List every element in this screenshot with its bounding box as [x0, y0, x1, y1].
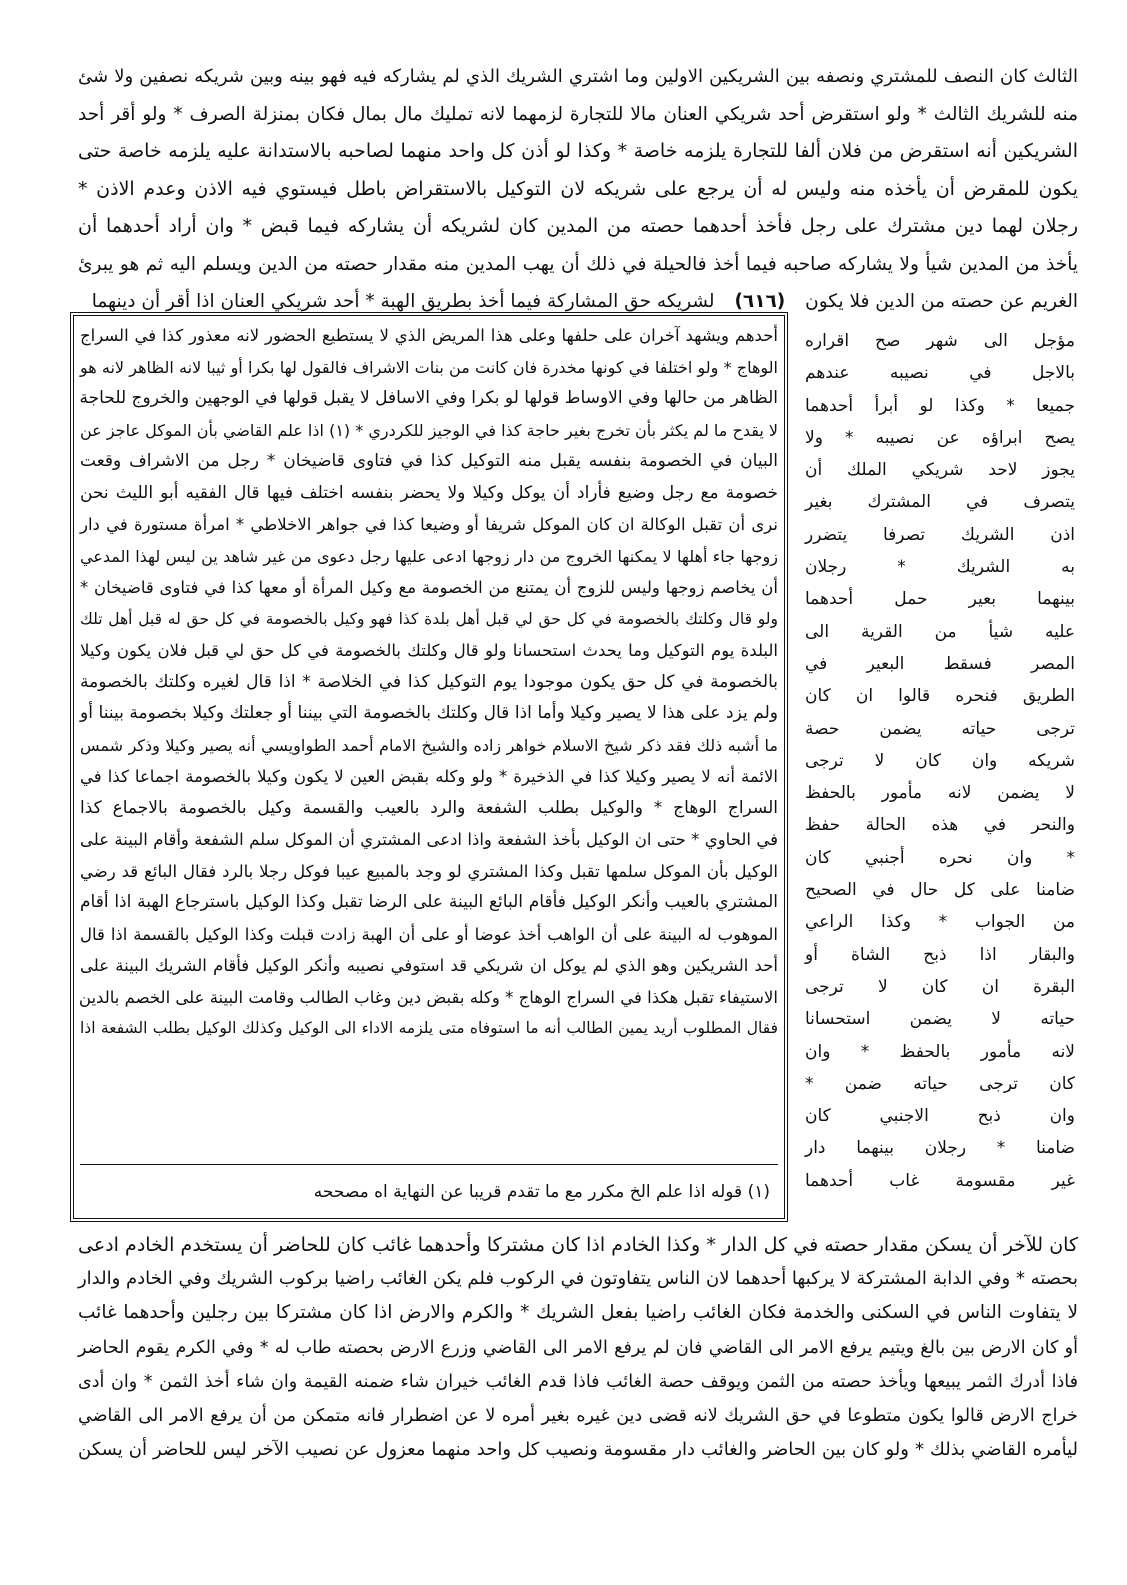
text-segment: الغريم عن حصته من الدين فلا يكون — [805, 291, 1078, 312]
commentary-line: ولو قال وكلتك بالخصومة في كل حق لي قبل أهل بلدة كذا فهو وكيل بالخصومة في كل حق له قبل أهل تلك — [80, 609, 778, 628]
text-line: خراج الارض قالوا يكون متطوعا في حق الشريك لانه قضى دين غيره بغير أمره لا عن اضطرار فانه متمكن من أن يرفع الامر الى القاضي — [78, 1405, 1078, 1426]
margin-line: حياته لا يضمن استحسانا — [805, 1009, 1075, 1030]
margin-line: مؤجل الى شهر صح اقراره — [805, 331, 1075, 351]
main-text-top — [78, 58, 1078, 321]
footnote-divider — [80, 1164, 778, 1165]
margin-line: ترجى حياته يضمن حصة — [805, 718, 1075, 739]
footnote — [88, 1174, 770, 1210]
text-line: منه للشريك الثالث * ولو استقرض أحد شريكي العنان مالا للتجارة لزمهما لانه تمليك مال بمال فكان بمنزلة الصرف * ولو أقر أحد — [78, 103, 1078, 125]
commentary-line: فقال المطلوب أريد يمين الطالب أنه ما استوفاه متى يلزمه الاداء الى الوكيل وكذلك الوكيل بطلب الشفعة اذا — [80, 1019, 778, 1037]
margin-line: والبقار اذا ذبح الشاة أو — [805, 944, 1075, 965]
commentary-line: الموهوب له البينة على أن الواهب أخذ عوضا أو على أن الهبة زادت قبلت وكذا الوكيل بالقسمة اذا قال — [80, 924, 778, 944]
commentary-line: الاستيفاء تقبل هكذا في السراج الوهاج * وكله بقبض دين وغاب الطالب وقامت البينة على الخصم بالدين — [78, 987, 778, 1007]
margin-line: البقرة ان كان لا ترجى — [805, 976, 1075, 997]
commentary-line: السراج الوهاج * والوكيل بطلب الشفعة والرد بالعيب والقسمة وكيل بالخصومة بالاجماع كذا — [80, 797, 778, 818]
text-line: يأخذ من المدين شيأ ولا يشاركه صاحبه فيما أخذ فالحيلة في ذلك أن يهب المدين منه مقدار حصته من الدين ويسلم اليه ثم هو يبرئ — [78, 253, 1078, 275]
margin-line: جميعا * وكذا لو أبرأ أحدهما — [805, 395, 1075, 416]
commentary-line: المشتري بالعيب وأنكر الوكيل فأقام البائع البينة على الرضا تقبل وكذا الوكيل باسترجاع الهبة اذا أقام — [80, 892, 778, 912]
commentary-line: زوجها جاء أهلها لا يمكنها الخروج من دار زوجها ادعى عليها رجل دعوى من غير شاهد ين ليس لهذا المدعي — [80, 546, 778, 566]
commentary-line: أحد الشريكين وهو الذي لم يوكل ان شريكي قد استوفي نصيبه وأنكر الوكيل فأقام الشريك البينة على — [80, 956, 778, 975]
margin-line: وان ذبح الاجنبي كان — [805, 1106, 1075, 1127]
text-line: بحصته * وفي الدابة المشتركة لا يركبها أحدهما لان الناس يتفاوتون في الركوب فلم يكن الغائب راضيا بركوب الشريك وفي الخادم والدار — [77, 1268, 1078, 1290]
margin-line: المصر فسقط البعير في — [805, 653, 1075, 674]
text-line: لا يتفاوت الناس في السكنى والخدمة فكان الغائب راضيا بفعل الشريك * والكرم والارض اذا كان مشتركا بين رجلين وأحدهما غائب — [78, 1302, 1078, 1324]
margin-line: بينهما بعير حمل أحدهما — [805, 589, 1075, 610]
margin-line: شريكه وان كان لا ترجى — [805, 750, 1075, 771]
commentary-line: ما أشبه ذلك فقد ذكر شيخ الاسلام خواهر زاده والشيخ الامام أحمد الطواويسي أنه يصير وكيلا وذكر شمس — [80, 735, 778, 755]
commentary-line: بالخصومة في كل حق يكون موجودا يوم التوكيل كذا في الخلاصة * اذا قال لغيره وكلتك بالخصومة — [80, 671, 778, 692]
commentary-box — [70, 312, 788, 1222]
main-text-bottom — [78, 1228, 1078, 1467]
text-line: الشريكين أنه استقرض من فلان ألفا للتجارة يلزمه خاصة * وكذا لو أذن كل واحد منهما لصاحبه بالاستدانة عليه يلزمه خاصة حتى — [78, 140, 1078, 162]
text-line: كان للآخر أن يسكن مقدار حصته في كل الدار * وكذا الخادم اذا كان مشتركا وأحدهما غائب كان للحاضر أن يستخدم الخادم ادعى — [78, 1234, 1078, 1256]
commentary-text — [80, 320, 778, 1045]
margin-line: يجوز لاحد شريكي الملك أن — [805, 460, 1075, 481]
margin-line: عليه شيأ من القرية الى — [805, 621, 1075, 642]
text-line: أو كان الارض بين بالغ ويتيم يرفع الامر الى القاضي فان لم يرفع الامر الى القاضي وزرع الارض بحصته طاب له * وفي الكرم يقوم الحاضر — [78, 1337, 1078, 1358]
footnote-marker: (١) — [747, 1182, 770, 1202]
text-line: رجلان لهما دين مشترك على رجل فأخذ أحدهما حصته من المدين كان لشريكه أن يشاركه فيما قبض * وان أراد أحدهما أن — [78, 215, 1078, 237]
text-line: يكون للمقرض أن يأخذه منه وليس له أن يرجع على شريكه لان التوكيل بالاستقراض باطل فيستوي فيه الاذن وعدم الاذن * — [78, 177, 1078, 200]
margin-column — [805, 325, 1075, 1197]
footnote-text: قوله اذا علم الخ مكرر مع ما تقدم قريبا عن النهاية اه مصححه — [313, 1182, 743, 1202]
commentary-line: في الحاوي * حتى ان الوكيل بأخذ الشفعة واذا ادعى المشتري أن الموكل سلم الشفعة وأقام البينة على — [80, 830, 778, 849]
margin-line: بالاجل في نصيبه عندهم — [805, 363, 1075, 384]
commentary-line: البلدة يوم التوكيل وما يحدث استحسانا ولو قال وكلتك بالخصومة في كل حق لي قبل فلان يكون وكيلا — [80, 641, 778, 660]
commentary-line: أحدهم ويشهد آخران على حلفها وعلى هذا المريض الذي لا يستطيع الحضور لانه معذور كذا في السراج — [80, 326, 778, 345]
commentary-line: البيان في الخصومة بنفسه يقبل منه التوكيل كذا في فتاوى قاضيخان * رجل من الاشراف وقعت — [80, 451, 778, 471]
margin-line: يصح ابراؤه عن نصيبه * ولا — [805, 427, 1075, 448]
margin-line: لا يضمن لانه مأمور بالحفظ — [805, 783, 1075, 804]
margin-line: غير مقسومة غاب أحدهما — [805, 1170, 1075, 1191]
margin-line: الطريق فنحره قالوا ان كان — [805, 686, 1075, 707]
margin-line: يتصرف في المشترك بغير — [805, 492, 1075, 513]
commentary-line: أن يخاصم زوجها وليس للزوج أن يمتنع من الخصومة مع وكيل المرأة أو معها كذا في فتاوى قاضيخان * — [80, 578, 778, 597]
text-line: فاذا أدرك الثمر يبيعها ويأخذ حصته من الثمن ويوقف حصة الغائب فاذا قدم الغائب خيران شاء ضمنه القيمة وان شاء أخذ الثمن * وان أدى — [78, 1371, 1078, 1392]
margin-line: اذن الشريك تصرفا يتضرر — [805, 524, 1075, 545]
commentary-line: خصومة مع رجل وضيع فأراد أن يوكل وكيلا ولا يحضر بنفسه اختلف فيها قال الفقيه أبو الليث نحن — [80, 482, 778, 503]
commentary-line: نرى أن تقبل الوكالة ان كان الموكل شريفا أو وضيعا كذا في جواهر الاخلاطي * امرأة مستورة في دار — [80, 515, 778, 534]
margin-line: ضامنا * رجلان بينهما دار — [805, 1138, 1075, 1159]
margin-line: كان ترجى حياته ضمن * — [805, 1073, 1075, 1094]
margin-line: * وان نحره أجنبي كان — [805, 847, 1075, 868]
commentary-line: الوهاج * ولو اختلفا في كونها مخدرة فان كانت من بنات الاشراف فالقول لها بكرا أو ثيبا لانه الظاهر لانه هو — [80, 357, 778, 377]
commentary-line: الوكيل بأن الموكل سلمها تقبل وكذا المشتري لو وجد بالمبيع عيبا فوكل رجلا بالرد فقال البائع قد رضي — [80, 861, 778, 881]
commentary-line: الائمة أنه لا يصير وكيلا كذا في الذخيرة * ولو وكله بقبض العين لا يكون وكيلا بالخصومة اجماعا كذا في — [80, 767, 778, 786]
page-number: (٦١٦) — [734, 291, 786, 312]
commentary-line: الظاهر من حالها وفي الاوساط قولها لو بكرا وفي الاسافل لا يقبل قولها في الوجهين والخروج للحاجة — [79, 388, 778, 408]
text-line: الثالث كان النصف للمشتري ونصفه بين الشريكين الاولين وما اشتري الشريك الذي لم يشاركه فيه فهو بينه وبين شريكه نصفين ولا شئ — [78, 66, 1078, 87]
margin-line: ضامنا على كل حال في الصحيح — [805, 880, 1075, 901]
commentary-line: لا يقدح ما لم يكثر بأن تخرج بغير حاجة كذا في الوجيز للكردري * (١) اذا علم القاضي بأن الموكل عاجز عن — [80, 420, 779, 440]
text-segment: لشريكه حق المشاركة فيما أخذ بطريق الهبة * أحد شريكي العنان اذا أقر أن دينهما — [91, 291, 715, 312]
commentary-line: ولم يزد على هذا لا يصير وكيلا وأما اذا قال وكلتك بالخصومة التي بيننا أو جعلتك وكيلا بخصومة بيننا أو — [80, 703, 778, 723]
text-line: ليأمره القاضي بذلك * ولو كان بين الحاضر والغائب دار مقسومة ونصيب كل واحد منهما معزول عن نصيب الآخر ليس للحاضر أن يسكن — [78, 1439, 1078, 1461]
margin-line: والنحر في هذه الحالة حفظ — [805, 815, 1075, 836]
margin-line: من الجواب * وكذا الراعي — [805, 912, 1075, 933]
margin-line: به الشريك * رجلان — [805, 557, 1075, 578]
margin-line: لانه مأمور بالحفظ * وان — [805, 1041, 1075, 1062]
